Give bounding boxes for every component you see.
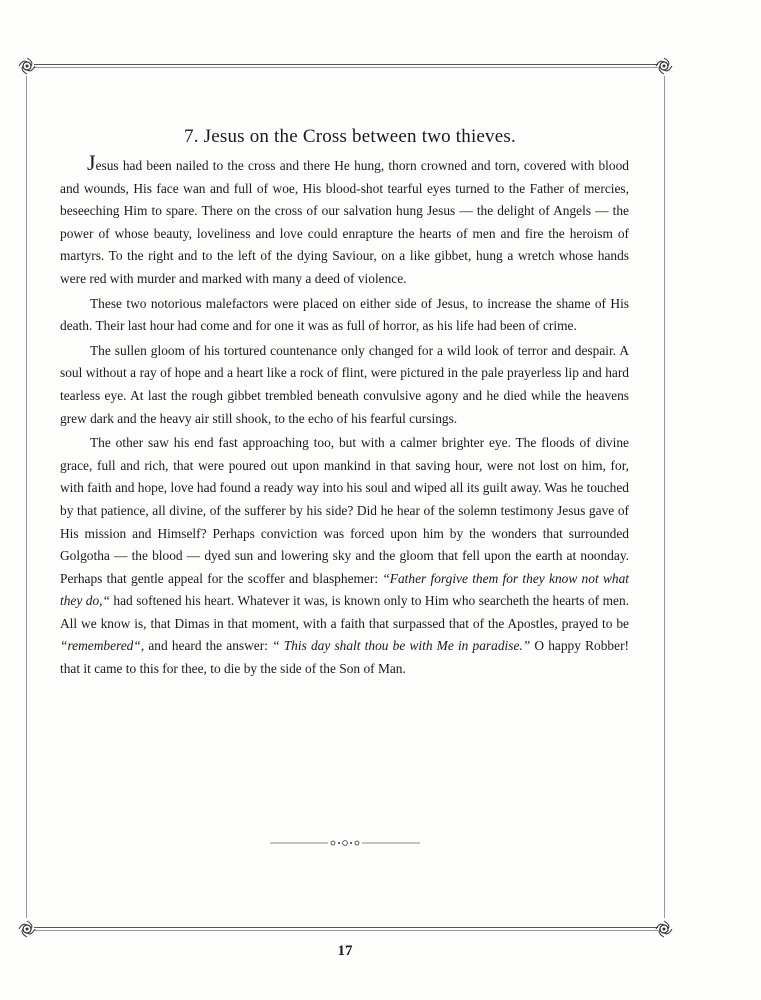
page-number: 17: [337, 943, 353, 959]
frame-top-rule-inner: [34, 67, 658, 68]
paragraph-4: [60, 432, 629, 681]
paragraph-4-text-c: , and heard the answer:: [140, 638, 273, 654]
frame-right-rule: [664, 76, 665, 918]
corner-flourish-icon: [653, 55, 675, 77]
frame-bottom-rule-inner: [34, 930, 658, 931]
paragraph-3: The sullen gloom of his tortured countenance only changed for a wild look of terror and despair. A soul without a ray of hope and a heart like a rock of flint, were pictured in the pale prayerless lip and hard tearless eye. At last the rough gibbet trembled beneath convulsive agony and he died while the heavens grew dark and the heavy air still shook, to the echo of his fearful cursings.: [60, 342, 629, 426]
frame-bottom-rule: [34, 927, 658, 928]
paragraph-2: These two notorious malefactors were placed on either side of Jesus, to increase the shame of His death. Their last hour had come and for one it was as full of horror, as his life had been of crime.: [60, 295, 629, 334]
corner-flourish-icon: [653, 918, 675, 940]
frame-left-rule: [26, 76, 27, 918]
quote-remembered: “remembered“: [60, 638, 141, 654]
paragraph-1: [60, 150, 629, 291]
paragraph-4-text-a: The other saw his end fast approaching too, but with a calmer brighter eye. The floods of divine grace, full and rich, that were poured out upon mankind in that saving hour, were not lost on him, for, with faith and hope, love had found a ready way into his soul and wiped all its guilt away. Was he touched by that patience, all divine, of the sufferer by his side? Did he hear of the solemn testimony Jesus gave of His mission and Himself? Perhaps conviction was forced upon him by the wonders that surrounded Golgotha — the blood — dyed sun and lowering sky and the gloom that fell upon the earth at noonday. Perhaps that gentle appeal for the scoffer and blasphemer:: [60, 435, 629, 586]
quote-paradise: “ This day shalt thou be with Me in paradise.”: [272, 638, 531, 654]
quote-father-forgive: “Father forgive them for they know not what they do,“: [60, 570, 629, 609]
paragraph-1-text: esus had been nailed to the cross and there He hung, thorn crowned and torn, covered with blood and wounds, His face wan and full of woe, His blood-shot tearful eyes turned to the Father of mercies, beseeching Him to spare. There on the cross of our salvation hung Jesus — the delight of Angels — the power of whose beauty, loveliness and love could enrapture the hearts of men and fire the heroism of martyrs. To the right and to the left of the dying Saviour, on a like gibbet, hung a wretch whose hands were red with murder and marked with many a deed of violence.: [60, 158, 629, 286]
frame-top-rule: [34, 64, 658, 65]
chapter-title: 7. Jesus on the Cross between two thieves.: [184, 126, 516, 147]
corner-flourish-icon: [16, 918, 38, 940]
paragraph-4-text-d: O happy Robber! that it came to this for thee, to die by the side of the Son of Man.: [60, 638, 629, 677]
dotted-rule-ornament-icon: [270, 836, 420, 850]
paragraph-4-text-b: had softened his heart. Whatever it was, is known only to Him who searcheth the hearts of men. All we know is, that Dimas in that moment, with a faith that surpassed that of the Apostles, prayed to be: [60, 593, 629, 631]
dropcap-letter: J: [87, 150, 96, 175]
corner-flourish-icon: [16, 55, 38, 77]
chapter-body: [60, 150, 629, 683]
